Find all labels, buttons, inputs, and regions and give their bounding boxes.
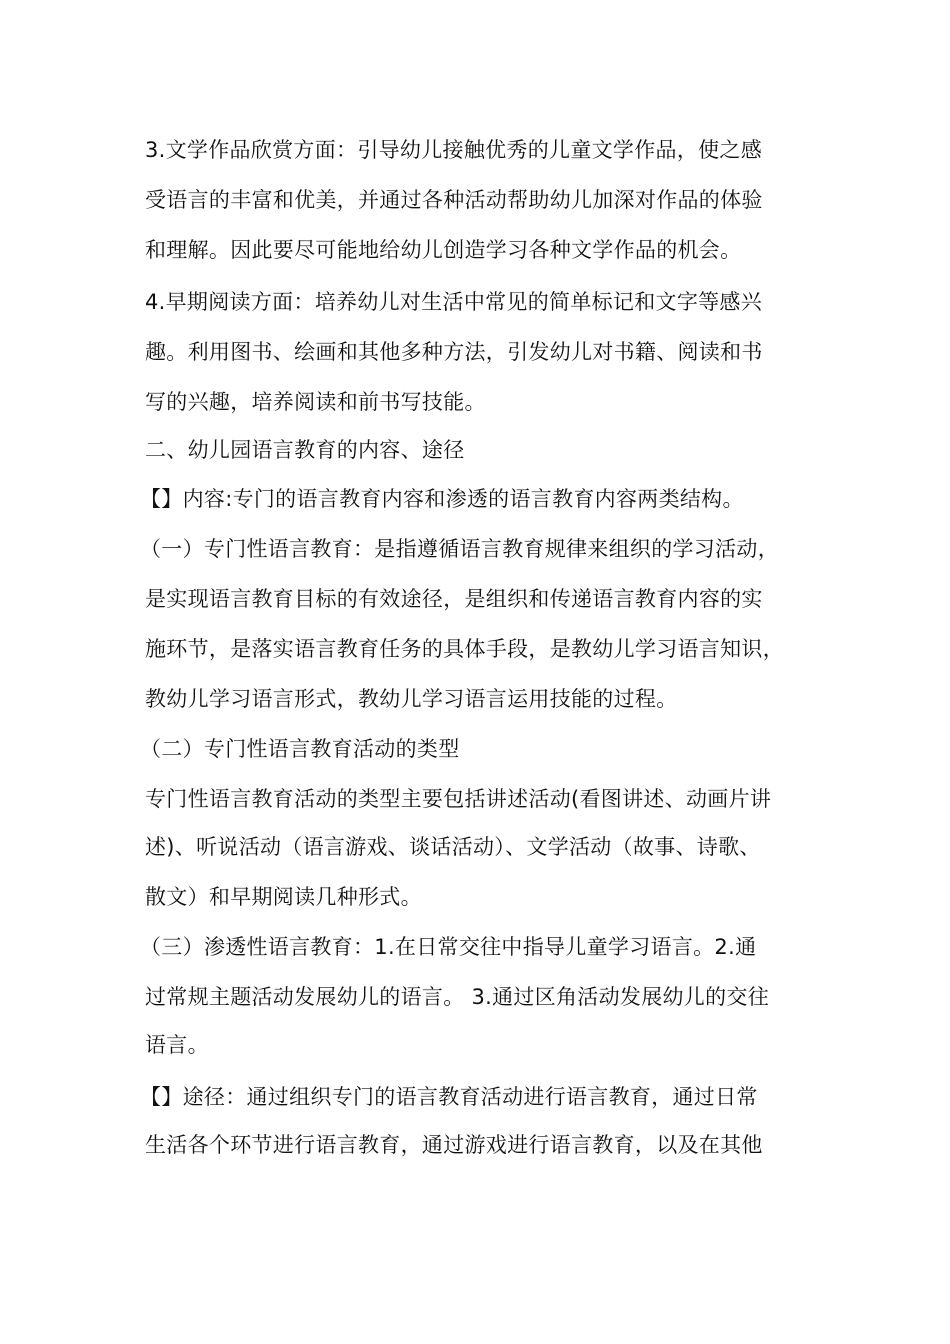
section-heading: 二、幼儿园语言教育的内容、途径 — [145, 438, 465, 462]
text-line-1: 3.文学作品欣赏方面：引导幼儿接触优秀的儿童文学作品，使之感 — [145, 138, 763, 162]
text-line-15: 述)、听说活动（语言游戏、谈话活动）、文学活动（故事、诗歌、 — [145, 835, 761, 859]
text-line-4: 4.早期阅读方面：培养幼儿对生活中常见的简单标记和文字等感兴 — [145, 290, 763, 314]
text-line-18: 过常规主题活动发展幼儿的语言。 3.通过区角活动发展幼儿的交往 — [145, 985, 770, 1009]
text-line-14: 专门性语言教育活动的类型主要包括讲述活动(看图讲述、动画片讲 — [145, 787, 772, 811]
text-line-13: （二）专门性语言教育活动的类型 — [140, 737, 460, 761]
text-line-3: 和理解。因此要尽可能地给幼儿创造学习各种文学作品的机会。 — [145, 238, 742, 262]
text-line-19: 语言。 — [145, 1033, 209, 1057]
text-line-20: 【】途径：通过组织专门的语言教育活动进行语言教育，通过日常 — [140, 1085, 758, 1109]
text-line-8: 【】内容:专门的语言教育内容和渗透的语言教育内容两类结构。 — [140, 487, 744, 511]
text-line-12: 教幼儿学习语言形式，教幼儿学习语言运用技能的过程。 — [145, 687, 678, 711]
text-line-6: 写的兴趣，培养阅读和前书写技能。 — [145, 390, 486, 414]
text-line-5: 趣。利用图书、绘画和其他多种方法，引发幼儿对书籍、阅读和书 — [145, 340, 763, 364]
text-line-17: （三）渗透性语言教育：1.在日常交往中指导儿童学习语言。2.通 — [140, 935, 757, 959]
text-line-9: （一）专门性语言教育：是指遵循语言教育规律来组织的学习活动， — [140, 537, 779, 561]
text-line-10: 是实现语言教育目标的有效途径，是组织和传递语言教育内容的实 — [145, 587, 763, 611]
text-line-11: 施环节，是落实语言教育任务的具体手段，是教幼儿学习语言知识， — [145, 637, 784, 661]
text-line-21: 生活各个环节进行语言教育，通过游戏进行语言教育，以及在其他 — [145, 1133, 763, 1157]
text-line-2: 受语言的丰富和优美，并通过各种活动帮助幼儿加深对作品的体验 — [145, 188, 763, 212]
text-line-16: 散文）和早期阅读几种形式。 — [145, 885, 422, 909]
